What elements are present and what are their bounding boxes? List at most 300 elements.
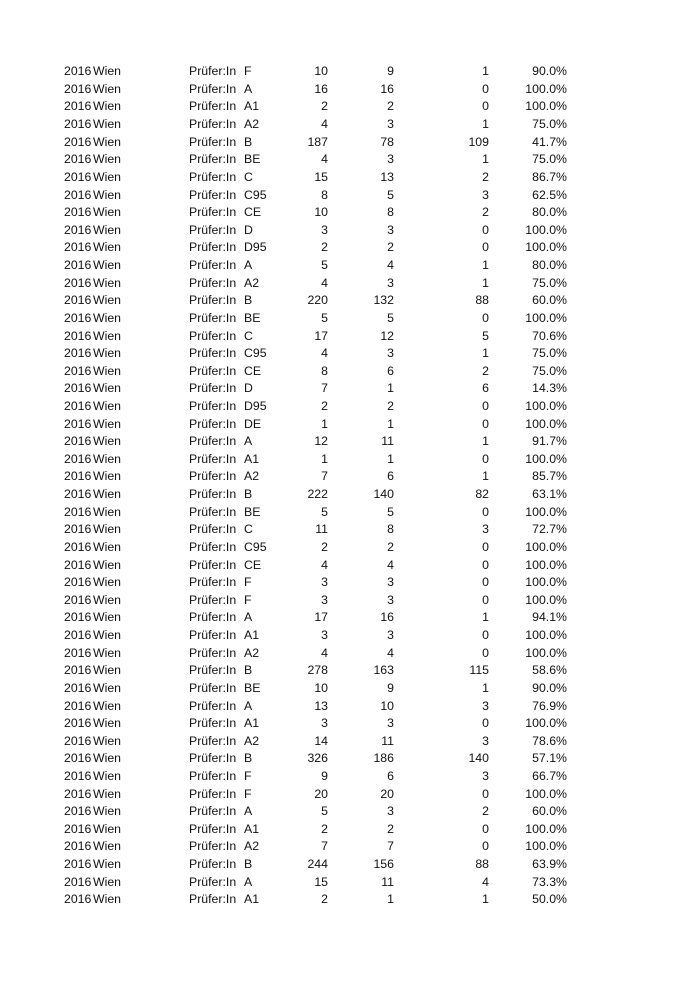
total-cell: 2 — [321, 539, 328, 554]
role-cell: Prüfer:In — [189, 645, 237, 660]
year-cell: 2016 — [64, 698, 92, 713]
failed-cell: 3 — [482, 522, 489, 537]
class-cell: A — [244, 258, 253, 273]
rate-cell: 72.7% — [532, 522, 567, 537]
passed-cell: 11 — [381, 733, 394, 748]
total-cell: 9 — [321, 769, 328, 783]
failed-cell: 0 — [482, 81, 489, 96]
role-cell: Prüfer:In — [189, 363, 237, 378]
failed-cell: 2 — [482, 169, 489, 184]
city-cell: Wien — [93, 117, 122, 132]
rate-cell: 57.1% — [532, 751, 567, 766]
city-cell: Wien — [93, 187, 122, 202]
city-cell: Wien — [93, 169, 122, 184]
failed-cell: 0 — [482, 99, 489, 114]
class-cell: C95 — [244, 187, 267, 202]
class-cell: C — [244, 522, 253, 537]
passed-cell: 12 — [380, 328, 394, 343]
failed-cell: 0 — [482, 821, 489, 836]
year-cell: 2016 — [64, 857, 92, 872]
passed-cell: 3 — [387, 152, 394, 167]
total-cell: 4 — [321, 346, 328, 361]
city-cell: Wien — [93, 645, 122, 660]
table-row — [0, 416, 700, 434]
class-cell: A — [244, 434, 253, 449]
role-cell: Prüfer:In — [189, 117, 237, 132]
failed-cell: 6 — [482, 381, 489, 396]
total-cell: 12 — [314, 434, 328, 449]
city-cell: Wien — [93, 434, 122, 449]
failed-cell: 140 — [468, 751, 489, 766]
failed-cell: 3 — [482, 733, 489, 748]
year-cell: 2016 — [64, 416, 92, 431]
rate-cell: 100.0% — [525, 839, 567, 854]
rate-cell: 60.0% — [532, 293, 567, 308]
city-cell: Wien — [93, 363, 122, 378]
total-cell: 2 — [321, 892, 328, 907]
role-cell: Prüfer:In — [189, 575, 237, 590]
year-cell: 2016 — [64, 469, 92, 484]
rate-cell: 75.0% — [532, 152, 567, 167]
rate-cell: 100.0% — [525, 504, 567, 519]
rate-cell: 100.0% — [525, 821, 567, 836]
table-row — [0, 627, 700, 645]
role-cell: Prüfer:In — [189, 628, 237, 643]
city-cell: Wien — [93, 575, 122, 590]
passed-cell: 4 — [387, 645, 394, 660]
class-cell: A2 — [244, 645, 260, 660]
rate-cell: 85.7% — [532, 469, 567, 484]
passed-cell: 6 — [387, 363, 394, 378]
failed-cell: 0 — [482, 839, 489, 854]
year-cell: 2016 — [64, 187, 92, 202]
total-cell: 4 — [321, 117, 328, 132]
failed-cell: 3 — [482, 698, 489, 713]
year-cell: 2016 — [64, 733, 92, 748]
passed-cell: 3 — [387, 575, 394, 590]
class-cell: B — [244, 751, 253, 766]
passed-cell: 2 — [387, 539, 394, 554]
table-row — [0, 715, 700, 733]
failed-cell: 1 — [482, 346, 489, 361]
passed-cell: 16 — [380, 81, 394, 96]
role-cell: Prüfer:In — [189, 416, 237, 431]
passed-cell: 3 — [387, 275, 394, 290]
role-cell: Prüfer:In — [189, 434, 237, 449]
role-cell: Prüfer:In — [189, 487, 237, 502]
class-cell: F — [244, 769, 252, 783]
failed-cell: 1 — [482, 680, 489, 695]
total-cell: 3 — [321, 592, 328, 607]
role-cell: Prüfer:In — [189, 874, 237, 889]
year-cell: 2016 — [64, 99, 92, 114]
city-cell: Wien — [93, 769, 122, 783]
city-cell: Wien — [93, 240, 122, 255]
passed-cell: 1 — [387, 381, 394, 396]
city-cell: Wien — [93, 275, 122, 290]
class-cell: A1 — [244, 628, 260, 643]
class-cell: A — [244, 698, 253, 713]
city-cell: Wien — [93, 839, 122, 854]
year-cell: 2016 — [64, 398, 92, 413]
total-cell: 4 — [321, 557, 328, 572]
failed-cell: 0 — [482, 222, 489, 237]
city-cell: Wien — [93, 152, 122, 167]
total-cell: 5 — [321, 504, 328, 519]
rate-cell: 100.0% — [525, 786, 567, 801]
total-cell: 10 — [314, 680, 328, 695]
table-row — [0, 468, 700, 486]
role-cell: Prüfer:In — [189, 680, 237, 695]
rate-cell: 80.0% — [532, 205, 567, 220]
table-row — [0, 380, 700, 398]
table-row — [0, 592, 700, 610]
city-cell: Wien — [93, 416, 122, 431]
rate-cell: 66.7% — [532, 769, 567, 783]
rate-cell: 100.0% — [525, 539, 567, 554]
role-cell: Prüfer:In — [189, 892, 237, 907]
class-cell: A1 — [244, 716, 260, 731]
year-cell: 2016 — [64, 152, 92, 167]
table-row — [0, 345, 700, 363]
year-cell: 2016 — [64, 258, 92, 273]
rate-cell: 75.0% — [532, 363, 567, 378]
table-row — [0, 81, 700, 99]
total-cell: 326 — [307, 751, 328, 766]
class-cell: A — [244, 81, 253, 96]
class-cell: B — [244, 857, 253, 872]
failed-cell: 1 — [482, 275, 489, 290]
table-row — [0, 874, 700, 892]
table-row — [0, 134, 700, 152]
table-row — [0, 239, 700, 257]
role-cell: Prüfer:In — [189, 346, 237, 361]
table-row — [0, 486, 700, 504]
year-cell: 2016 — [64, 64, 92, 79]
rate-cell: 62.5% — [532, 187, 567, 202]
role-cell: Prüfer:In — [189, 240, 237, 255]
failed-cell: 0 — [482, 240, 489, 255]
table-row — [0, 750, 700, 768]
year-cell: 2016 — [64, 434, 92, 449]
role-cell: Prüfer:In — [189, 293, 237, 308]
total-cell: 3 — [321, 628, 328, 643]
rate-cell: 100.0% — [525, 592, 567, 607]
rate-cell: 94.1% — [532, 610, 567, 625]
failed-cell: 0 — [482, 628, 489, 643]
year-cell: 2016 — [64, 874, 92, 889]
class-cell: D95 — [244, 398, 267, 413]
year-cell: 2016 — [64, 645, 92, 660]
table-row — [0, 363, 700, 381]
role-cell: Prüfer:In — [189, 804, 237, 819]
role-cell: Prüfer:In — [189, 398, 237, 413]
rate-cell: 100.0% — [525, 310, 567, 325]
city-cell: Wien — [93, 451, 122, 466]
total-cell: 2 — [321, 240, 328, 255]
passed-cell: 156 — [373, 857, 394, 872]
table-row — [0, 169, 700, 187]
city-cell: Wien — [93, 733, 122, 748]
failed-cell: 1 — [482, 117, 489, 132]
passed-cell: 1 — [387, 451, 394, 466]
failed-cell: 1 — [482, 610, 489, 625]
passed-cell: 6 — [387, 469, 394, 484]
role-cell: Prüfer:In — [189, 187, 237, 202]
passed-cell: 186 — [373, 751, 394, 766]
passed-cell: 132 — [373, 293, 394, 308]
city-cell: Wien — [93, 222, 122, 237]
rate-cell: 100.0% — [525, 81, 567, 96]
total-cell: 7 — [321, 839, 328, 854]
role-cell: Prüfer:In — [189, 610, 237, 625]
total-cell: 2 — [321, 398, 328, 413]
rate-cell: 90.0% — [532, 680, 567, 695]
rate-cell: 14.3% — [532, 381, 567, 396]
city-cell: Wien — [93, 716, 122, 731]
total-cell: 4 — [321, 275, 328, 290]
table-row — [0, 521, 700, 539]
role-cell: Prüfer:In — [189, 539, 237, 554]
rate-cell: 100.0% — [525, 645, 567, 660]
failed-cell: 0 — [482, 575, 489, 590]
class-cell: BE — [244, 310, 261, 325]
city-cell: Wien — [93, 487, 122, 502]
passed-cell: 10 — [380, 698, 394, 713]
passed-cell: 9 — [387, 680, 394, 695]
table-row — [0, 451, 700, 469]
year-cell: 2016 — [64, 117, 92, 132]
passed-cell: 4 — [387, 557, 394, 572]
failed-cell: 0 — [482, 451, 489, 466]
city-cell: Wien — [93, 557, 122, 572]
table-row — [0, 204, 700, 222]
role-cell: Prüfer:In — [189, 557, 237, 572]
total-cell: 11 — [315, 522, 328, 537]
rate-cell: 100.0% — [525, 451, 567, 466]
class-cell: F — [244, 592, 252, 607]
table-row — [0, 328, 700, 346]
passed-cell: 163 — [373, 663, 394, 678]
city-cell: Wien — [93, 821, 122, 836]
year-cell: 2016 — [64, 592, 92, 607]
table-row — [0, 275, 700, 293]
rate-cell: 73.3% — [532, 874, 567, 889]
class-cell: A — [244, 610, 253, 625]
year-cell: 2016 — [64, 169, 92, 184]
role-cell: Prüfer:In — [189, 152, 237, 167]
failed-cell: 0 — [482, 786, 489, 801]
city-cell: Wien — [93, 610, 122, 625]
failed-cell: 2 — [482, 804, 489, 819]
year-cell: 2016 — [64, 222, 92, 237]
failed-cell: 88 — [475, 857, 489, 872]
table-row — [0, 698, 700, 716]
total-cell: 15 — [314, 169, 328, 184]
city-cell: Wien — [93, 381, 122, 396]
class-cell: A2 — [244, 839, 260, 854]
rate-cell: 50.0% — [532, 892, 567, 907]
total-cell: 10 — [314, 205, 328, 220]
rate-cell: 100.0% — [525, 99, 567, 114]
passed-cell: 8 — [387, 522, 394, 537]
table-row — [0, 786, 700, 804]
total-cell: 3 — [321, 575, 328, 590]
failed-cell: 1 — [482, 258, 489, 273]
passed-cell: 5 — [387, 504, 394, 519]
failed-cell: 1 — [482, 434, 489, 449]
table-row — [0, 63, 700, 81]
year-cell: 2016 — [64, 839, 92, 854]
failed-cell: 1 — [482, 469, 489, 484]
failed-cell: 0 — [482, 716, 489, 731]
year-cell: 2016 — [64, 487, 92, 502]
role-cell: Prüfer:In — [189, 328, 237, 343]
total-cell: 8 — [321, 363, 328, 378]
year-cell: 2016 — [64, 240, 92, 255]
class-cell: A — [244, 874, 253, 889]
table-row — [0, 574, 700, 592]
year-cell: 2016 — [64, 275, 92, 290]
role-cell: Prüfer:In — [189, 275, 237, 290]
class-cell: B — [244, 487, 253, 502]
year-cell: 2016 — [64, 610, 92, 625]
failed-cell: 82 — [475, 487, 489, 502]
year-cell: 2016 — [64, 663, 92, 678]
rate-cell: 100.0% — [525, 398, 567, 413]
total-cell: 17 — [314, 328, 328, 343]
total-cell: 4 — [321, 645, 328, 660]
city-cell: Wien — [93, 698, 122, 713]
failed-cell: 0 — [482, 416, 489, 431]
total-cell: 5 — [321, 804, 328, 819]
passed-cell: 3 — [387, 628, 394, 643]
table-row — [0, 310, 700, 328]
failed-cell: 1 — [482, 64, 489, 79]
total-cell: 10 — [314, 64, 328, 79]
role-cell: Prüfer:In — [189, 81, 237, 96]
table-row — [0, 803, 700, 821]
table-row — [0, 98, 700, 116]
role-cell: Prüfer:In — [189, 169, 237, 184]
failed-cell: 1 — [482, 892, 489, 907]
failed-cell: 1 — [482, 152, 489, 167]
year-cell: 2016 — [64, 205, 92, 220]
class-cell: CE — [244, 363, 262, 378]
failed-cell: 109 — [468, 134, 489, 149]
role-cell: Prüfer:In — [189, 64, 237, 79]
role-cell: Prüfer:In — [189, 99, 237, 114]
city-cell: Wien — [93, 786, 122, 801]
year-cell: 2016 — [64, 522, 92, 537]
city-cell: Wien — [93, 857, 122, 872]
passed-cell: 2 — [387, 240, 394, 255]
rate-cell: 100.0% — [525, 557, 567, 572]
class-cell: DE — [244, 416, 262, 431]
class-cell: C95 — [244, 346, 267, 361]
year-cell: 2016 — [64, 539, 92, 554]
city-cell: Wien — [93, 469, 122, 484]
class-cell: BE — [244, 152, 261, 167]
year-cell: 2016 — [64, 346, 92, 361]
city-cell: Wien — [93, 539, 122, 554]
city-cell: Wien — [93, 205, 122, 220]
role-cell: Prüfer:In — [189, 134, 237, 149]
failed-cell: 0 — [482, 504, 489, 519]
passed-cell: 5 — [387, 187, 394, 202]
class-cell: A2 — [244, 275, 260, 290]
passed-cell: 6 — [387, 769, 394, 783]
year-cell: 2016 — [64, 504, 92, 519]
rate-cell: 100.0% — [525, 716, 567, 731]
city-cell: Wien — [93, 134, 122, 149]
table-row — [0, 733, 700, 751]
rate-cell: 100.0% — [525, 240, 567, 255]
class-cell: C — [244, 169, 253, 184]
rate-cell: 86.7% — [532, 169, 567, 184]
class-cell: A2 — [244, 469, 260, 484]
passed-cell: 3 — [387, 804, 394, 819]
year-cell: 2016 — [64, 557, 92, 572]
total-cell: 15 — [314, 874, 328, 889]
table-row — [0, 609, 700, 627]
table-row — [0, 292, 700, 310]
city-cell: Wien — [93, 892, 122, 907]
rate-cell: 100.0% — [525, 628, 567, 643]
year-cell: 2016 — [64, 628, 92, 643]
role-cell: Prüfer:In — [189, 310, 237, 325]
class-cell: B — [244, 134, 253, 149]
year-cell: 2016 — [64, 804, 92, 819]
rate-cell: 70.6% — [532, 328, 567, 343]
class-cell: D — [244, 222, 253, 237]
role-cell: Prüfer:In — [189, 857, 237, 872]
total-cell: 8 — [321, 187, 328, 202]
rate-cell: 75.0% — [532, 117, 567, 132]
class-cell: CE — [244, 205, 262, 220]
total-cell: 7 — [321, 469, 328, 484]
role-cell: Prüfer:In — [189, 663, 237, 678]
passed-cell: 3 — [387, 592, 394, 607]
failed-cell: 5 — [482, 328, 489, 343]
total-cell: 17 — [314, 610, 328, 625]
passed-cell: 8 — [387, 205, 394, 220]
total-cell: 13 — [314, 698, 328, 713]
year-cell: 2016 — [64, 451, 92, 466]
class-cell: B — [244, 663, 253, 678]
table-row — [0, 398, 700, 416]
city-cell: Wien — [93, 804, 122, 819]
total-cell: 2 — [321, 99, 328, 114]
table-row — [0, 539, 700, 557]
table-row — [0, 838, 700, 856]
passed-cell: 78 — [380, 134, 394, 149]
failed-cell: 0 — [482, 398, 489, 413]
total-cell: 220 — [307, 293, 328, 308]
passed-cell: 2 — [387, 99, 394, 114]
table-row — [0, 116, 700, 134]
year-cell: 2016 — [64, 81, 92, 96]
year-cell: 2016 — [64, 769, 92, 783]
city-cell: Wien — [93, 258, 122, 273]
rate-cell: 75.0% — [532, 346, 567, 361]
passed-cell: 140 — [373, 487, 394, 502]
passed-cell: 2 — [387, 821, 394, 836]
year-cell: 2016 — [64, 134, 92, 149]
role-cell: Prüfer:In — [189, 469, 237, 484]
city-cell: Wien — [93, 81, 122, 96]
total-cell: 16 — [314, 81, 328, 96]
